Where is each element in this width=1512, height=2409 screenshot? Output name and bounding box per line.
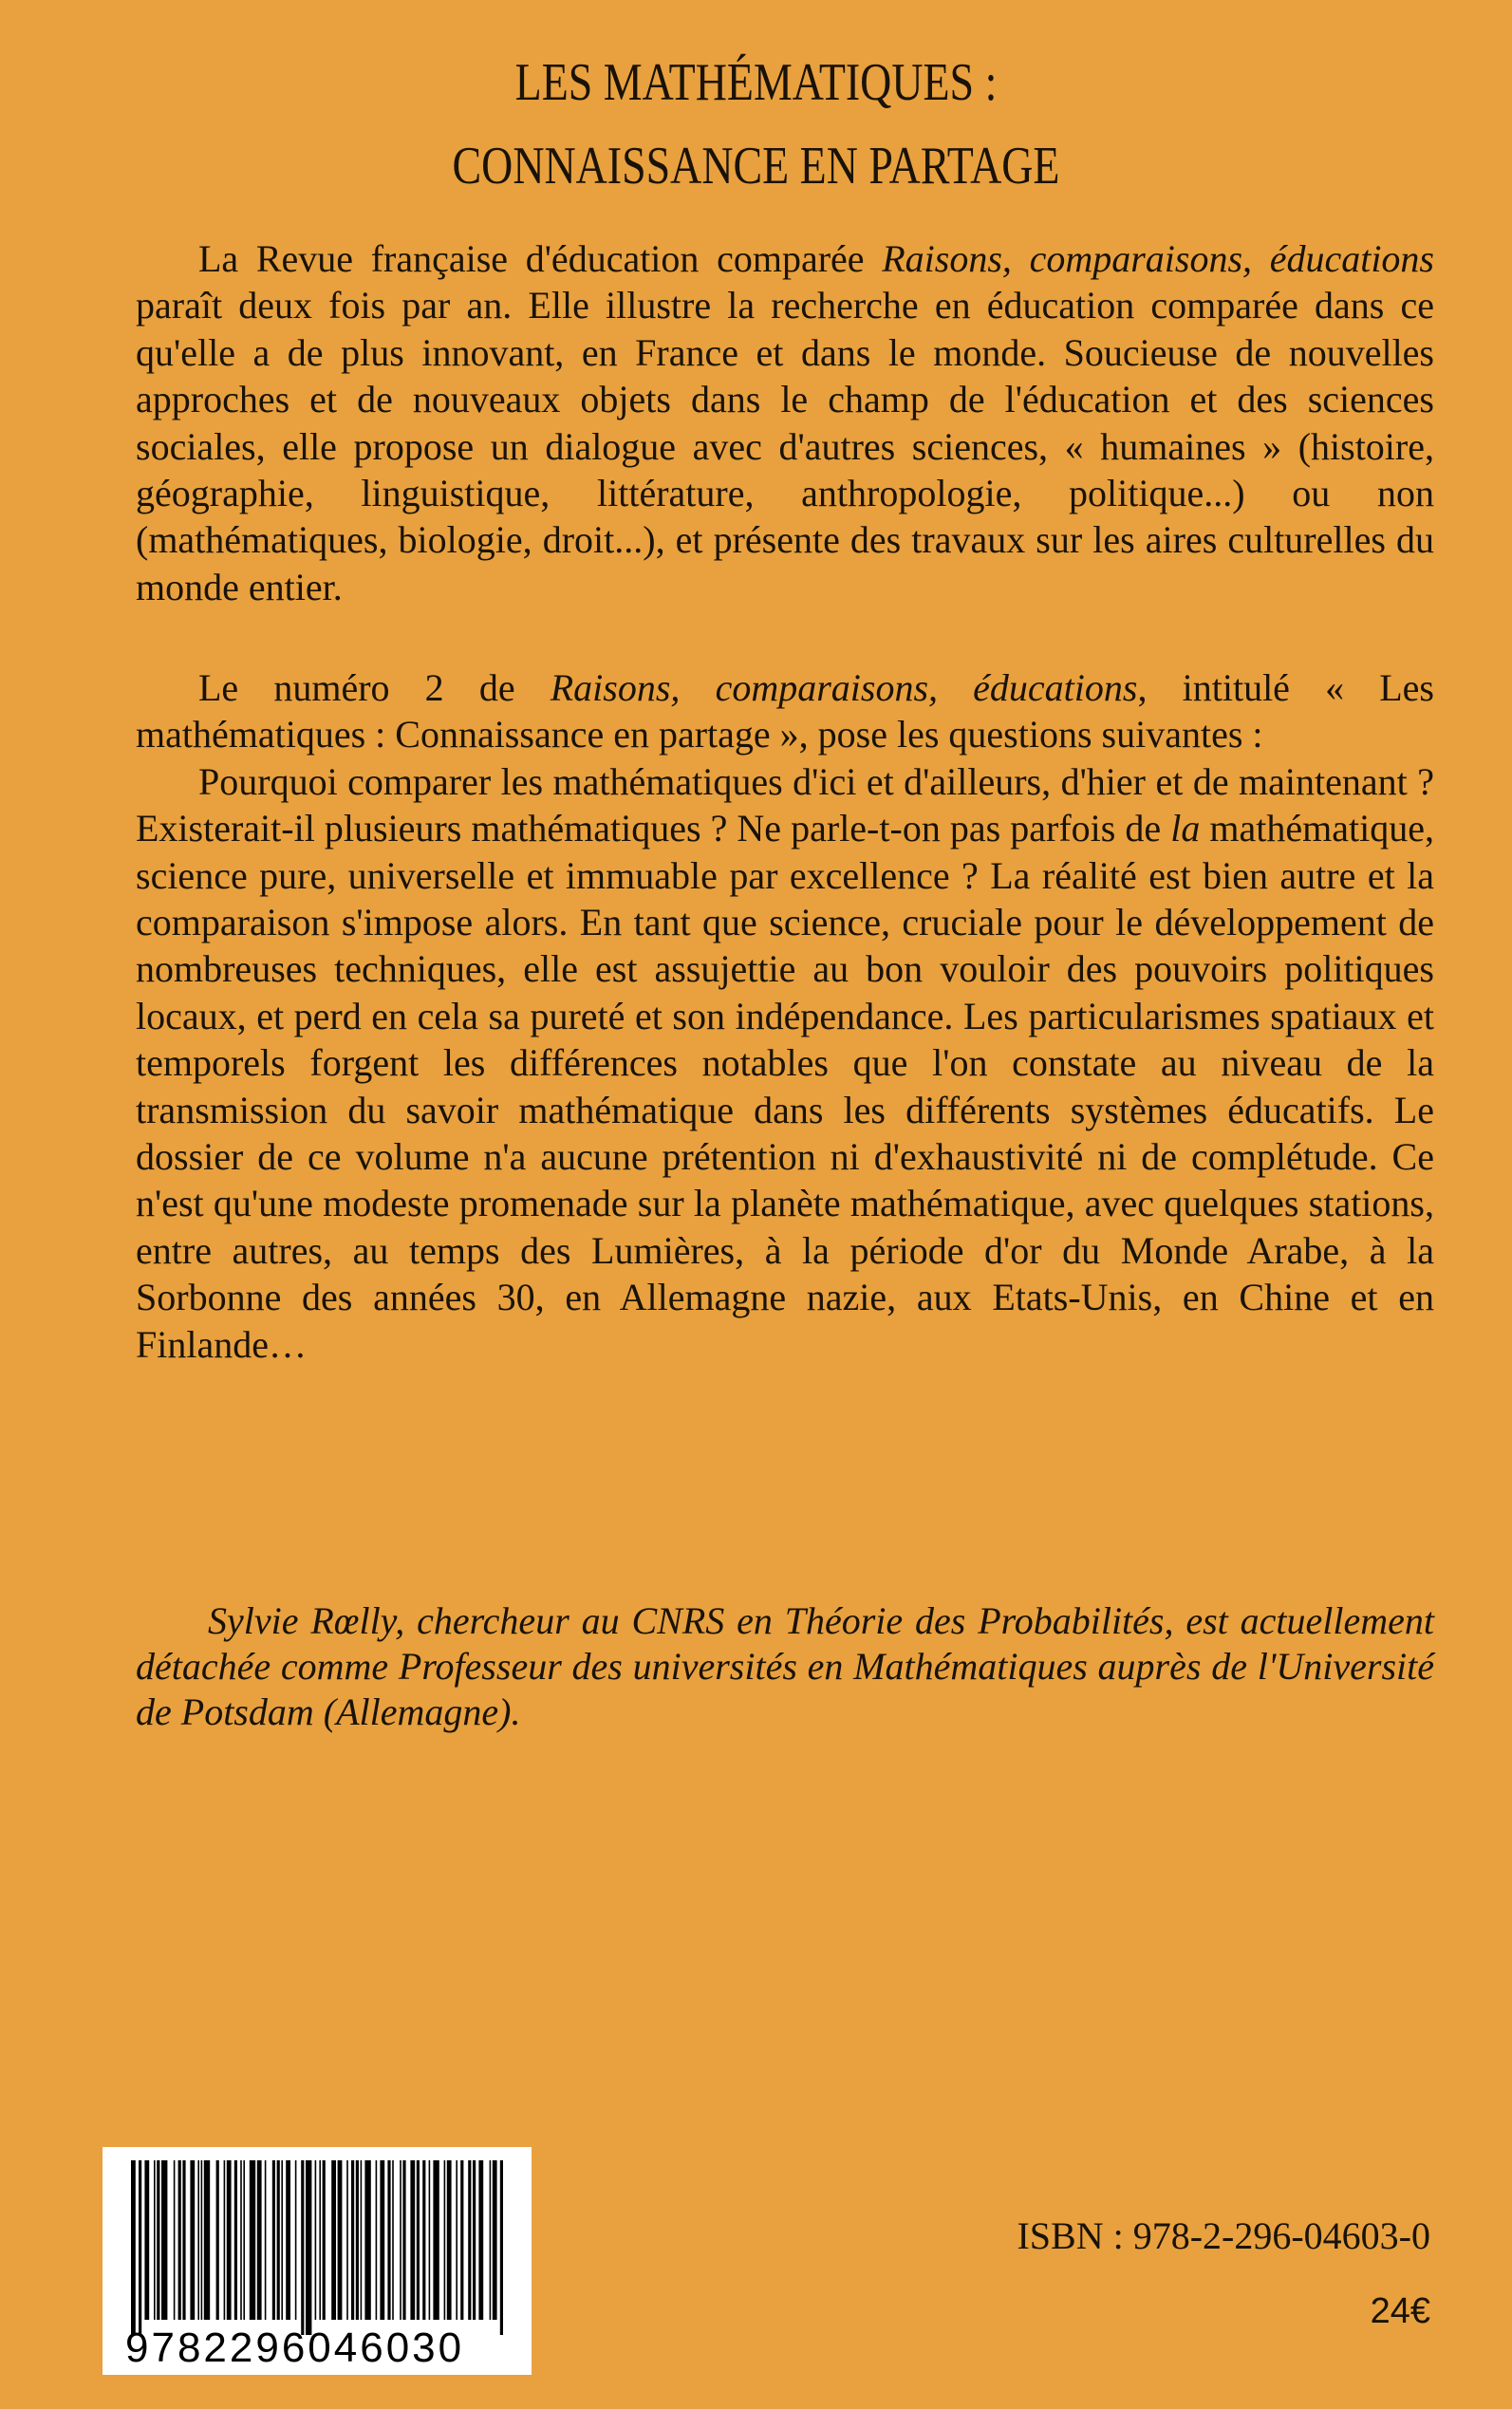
barcode-bar: [257, 2160, 262, 2320]
barcode-bar: [131, 2160, 136, 2335]
barcode-bar: [265, 2160, 267, 2320]
paragraph1-text-a: La Revue française d'éducation comparée: [198, 237, 883, 280]
barcode-bar: [197, 2160, 199, 2320]
barcode-bar: [387, 2160, 390, 2320]
barcode-bar: [400, 2160, 401, 2320]
barcode-bar: [417, 2160, 420, 2320]
barcode-bar: [174, 2160, 176, 2320]
price: 24€: [1370, 2291, 1430, 2331]
barcode-bar: [240, 2160, 242, 2320]
paragraph1-text-c: paraît deux fois par an. Elle illustre la recherche en éducation comparée dans ce qu'elle a de plus innovant, en France et dans le monde. Soucieuse de nouvelles approches et de nouveaux objets dans le champ de l'éducation et des sciences sociales, elle propose un dialogue avec d'autres sciences, « humaines » (histoire, géographie, linguistique, littérature, anthropologie, politique...) ou non (mathématiques, biologie, droit...), et présente des travaux sur les aires culturelles du monde entier.: [136, 284, 1434, 608]
barcode: [103, 2147, 532, 2375]
barcode-bar: [422, 2160, 425, 2320]
barcode-bar: [154, 2160, 156, 2320]
barcode-bar: [139, 2160, 141, 2335]
barcode-bar: [473, 2160, 476, 2320]
barcode-bar: [490, 2160, 492, 2320]
barcode-bar: [460, 2160, 463, 2320]
paragraph3-text-a: Pourquoi comparer les mathématiques d'ici et d'ailleurs, d'hier et de maintenant ? Existerait-il plusieurs mathématiques ? Ne parle-t-on pas parfois de: [136, 759, 1434, 850]
cover-title-line1: LES MATHÉMATIQUES :: [514, 53, 998, 112]
barcode-bar: [190, 2160, 195, 2320]
barcode-bar: [410, 2160, 415, 2320]
paragraph3-emphasis: la: [1170, 807, 1201, 850]
barcode-bar: [301, 2160, 304, 2335]
barcode-bar: [272, 2160, 275, 2320]
barcode-bar: [402, 2160, 405, 2320]
author-bio-text: Sylvie Rœlly, chercheur au CNRS en Théorie des Probabilités, est actuellement détachée comme Professeur des universités en Mathématiques auprès de l'Université de Potsdam (Allemagne).: [136, 1599, 1434, 1733]
barcode-bar: [338, 2160, 343, 2320]
issue-description-block: [136, 664, 1434, 1368]
barcode-bar: [351, 2160, 354, 2320]
barcode-bar: [306, 2160, 311, 2335]
barcode-bar: [444, 2160, 446, 2320]
barcode-bar: [227, 2160, 232, 2320]
barcode-bar: [144, 2160, 149, 2320]
barcode-bar: [250, 2160, 255, 2320]
barcode-bar: [392, 2160, 394, 2320]
barcode-bar: [182, 2160, 185, 2320]
barcode-bar: [433, 2160, 439, 2320]
barcode-bar: [478, 2160, 483, 2320]
barcode-bar: [323, 2160, 326, 2320]
isbn: ISBN : 978-2-296-04603-0: [1017, 2214, 1430, 2257]
paragraph3-text-c: mathématique, science pure, universelle et immuable par excellence ? La réalité est bien autre et la comparaison s'impose alors. En tant que science, cruciale pour le développement de nombreuses techniques, elle est assujettie au bon vouloir des pouvoirs politiques locaux, et perd en cela sa pureté et son indépendance. Les particularismes spatiaux et temporels forgent les différences notables que l'on constate au niveau de la transmission du savoir mathématique dans les différents systèmes éducatifs. Le dossier de ce volume n'a aucune prétention ni d'exhaustivité ni de complétude. Ce n'est qu'une modeste promenade sur la planète mathématique, avec quelques stations, entre autres, au temps des Lumières, à la période d'or du Monde Arabe, à la Sorbonne des années 30, en Allemagne nazie, aux Etats-Unis, en Chine et en Finlande…: [136, 807, 1434, 1366]
barcode-bar: [346, 2160, 348, 2320]
barcode-bar: [224, 2160, 226, 2320]
paragraph-journal-intro: [136, 235, 1434, 610]
author-bio: [136, 1598, 1434, 1735]
barcode-bar: [493, 2160, 497, 2320]
cover-title-line2: CONNAISSANCE EN PARTAGE: [452, 137, 1060, 196]
barcode-bar: [204, 2160, 210, 2320]
description-block: [136, 235, 1434, 610]
barcode-bar: [468, 2160, 471, 2320]
barcode-bar: [429, 2160, 431, 2320]
barcode-bar: [201, 2160, 203, 2320]
barcode-bar: [234, 2160, 237, 2320]
barcode-bar: [447, 2160, 452, 2320]
barcode-bar: [277, 2160, 280, 2320]
barcode-bar: [331, 2160, 336, 2320]
paragraph-issue-questions: [136, 758, 1434, 1368]
barcode-bar: [216, 2160, 219, 2320]
barcode-bar: [319, 2160, 321, 2320]
barcode-bar: [364, 2160, 370, 2320]
barcode-bar: [361, 2160, 363, 2320]
barcode-bar: [456, 2160, 457, 2320]
barcode-bar: [500, 2160, 503, 2335]
barcode-bar: [295, 2160, 297, 2320]
barcode-bar: [161, 2160, 167, 2320]
barcode-bar: [178, 2160, 181, 2320]
paragraph2-text-c: , intitulé « Les mathématiques : Connaissance en partage », pose les questions suivantes :: [136, 666, 1434, 756]
barcode-bar: [315, 2160, 317, 2320]
barcode-bar: [243, 2160, 245, 2320]
journal-title-2: Raisons, comparaisons, éducations: [550, 666, 1138, 709]
barcode-bar: [356, 2160, 359, 2320]
barcode-bar: [157, 2160, 159, 2320]
paragraph2-text-a: Le numéro 2 de: [198, 666, 551, 709]
barcode-bar: [281, 2160, 283, 2320]
barcode-bar: [380, 2160, 384, 2320]
barcode-digits: 9782296046030: [125, 2325, 465, 2371]
barcode-bar: [376, 2160, 378, 2320]
journal-title: Raisons, comparaisons, éducations: [882, 237, 1434, 280]
barcode-bar: [286, 2160, 290, 2320]
paragraph-issue-intro: [136, 664, 1434, 758]
